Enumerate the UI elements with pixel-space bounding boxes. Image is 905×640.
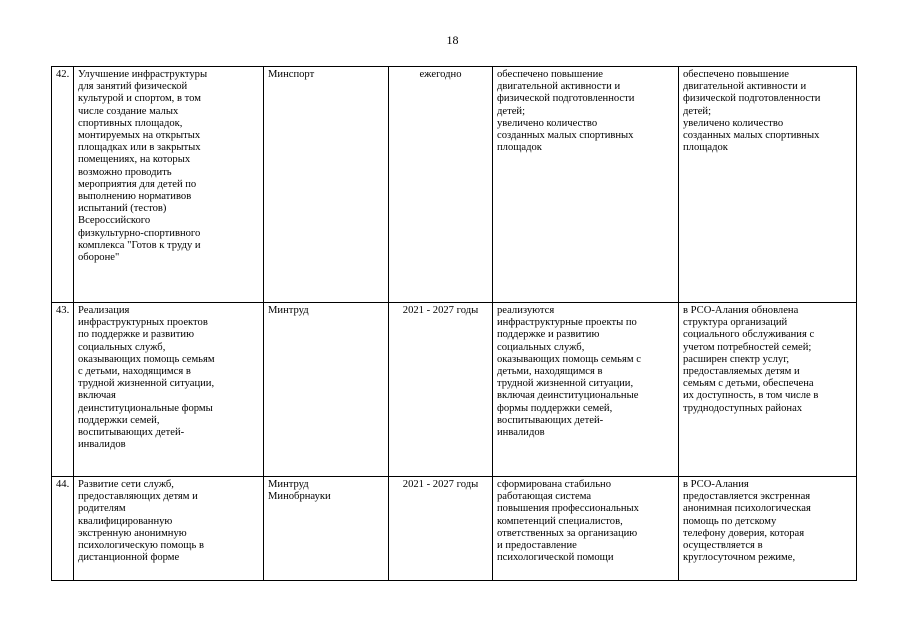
term-cell: 2021 - 2027 годы	[389, 303, 493, 477]
action-cell: Реализация инфраструктурных проектов по поддержке и развитию социальных служб, оказывающих помощь семьям с детьми, находящимся в трудной жизненной ситуации, включая деинституциональные формы поддержки семей, воспитывающих детей- инвалидов	[74, 303, 264, 477]
row-number: 44.	[52, 477, 74, 581]
page-number: 18	[446, 33, 459, 47]
expected-result-cell: обеспечено повышение двигательной активности и физической подготовленности детей; увеличено количество созданных малых спортивных площадок	[493, 67, 679, 303]
table-row	[52, 477, 857, 581]
row-number: 42.	[52, 67, 74, 303]
executor-cell: Минтруд	[264, 303, 389, 477]
action-cell: Улучшение инфраструктуры для занятий физической культурой и спортом, в том числе создание малых спортивных площадок, монтируемых на открытых площадках или в закрытых помещениях, на которых возможно проводить мероприятия для детей по выполнению нормативов испытаний (тестов) Всероссийского физкультурно-спортивного комплекса "Готов к труду и обороне"	[74, 67, 264, 303]
table-row	[52, 67, 857, 303]
expected-result-cell: сформирована стабильно работающая система повышения профессиональных компетенций специалистов, ответственных за организацию и предоставление психологической помощи	[493, 477, 679, 581]
table-row	[52, 303, 857, 477]
expected-result-cell: реализуются инфраструктурные проекты по поддержке и развитию социальных служб, оказывающих помощь семьям с детьми, находящимся в трудной жизненной ситуации, включая деинституциональные формы поддержки семей, воспитывающих детей- инвалидов	[493, 303, 679, 477]
executor-cell: Минтруд Минобрнауки	[264, 477, 389, 581]
term-cell: ежегодно	[389, 67, 493, 303]
achieved-result-cell: в РСО-Алания обновлена структура организаций социального обслуживания с учетом потребностей семей; расширен спектр услуг, предоставляемых детям и семьям с детьми, обеспечена их доступность, в том числе в труднодоступных районах	[679, 303, 857, 477]
action-cell: Развитие сети служб, предоставляющих детям и родителям квалифицированную экстренную анонимную психологическую помощь в дистанционной форме	[74, 477, 264, 581]
achieved-result-cell: в РСО-Алания предоставляется экстренная анонимная психологическая помощь по детскому телефону доверия, которая осуществляется в круглосуточном режиме,	[679, 477, 857, 581]
row-number: 43.	[52, 303, 74, 477]
executor-cell: Минспорт	[264, 67, 389, 303]
term-cell: 2021 - 2027 годы	[389, 477, 493, 581]
measures-table	[51, 66, 857, 581]
achieved-result-cell: обеспечено повышение двигательной активности и физической подготовленности детей; увеличено количество созданных малых спортивных площадок	[679, 67, 857, 303]
